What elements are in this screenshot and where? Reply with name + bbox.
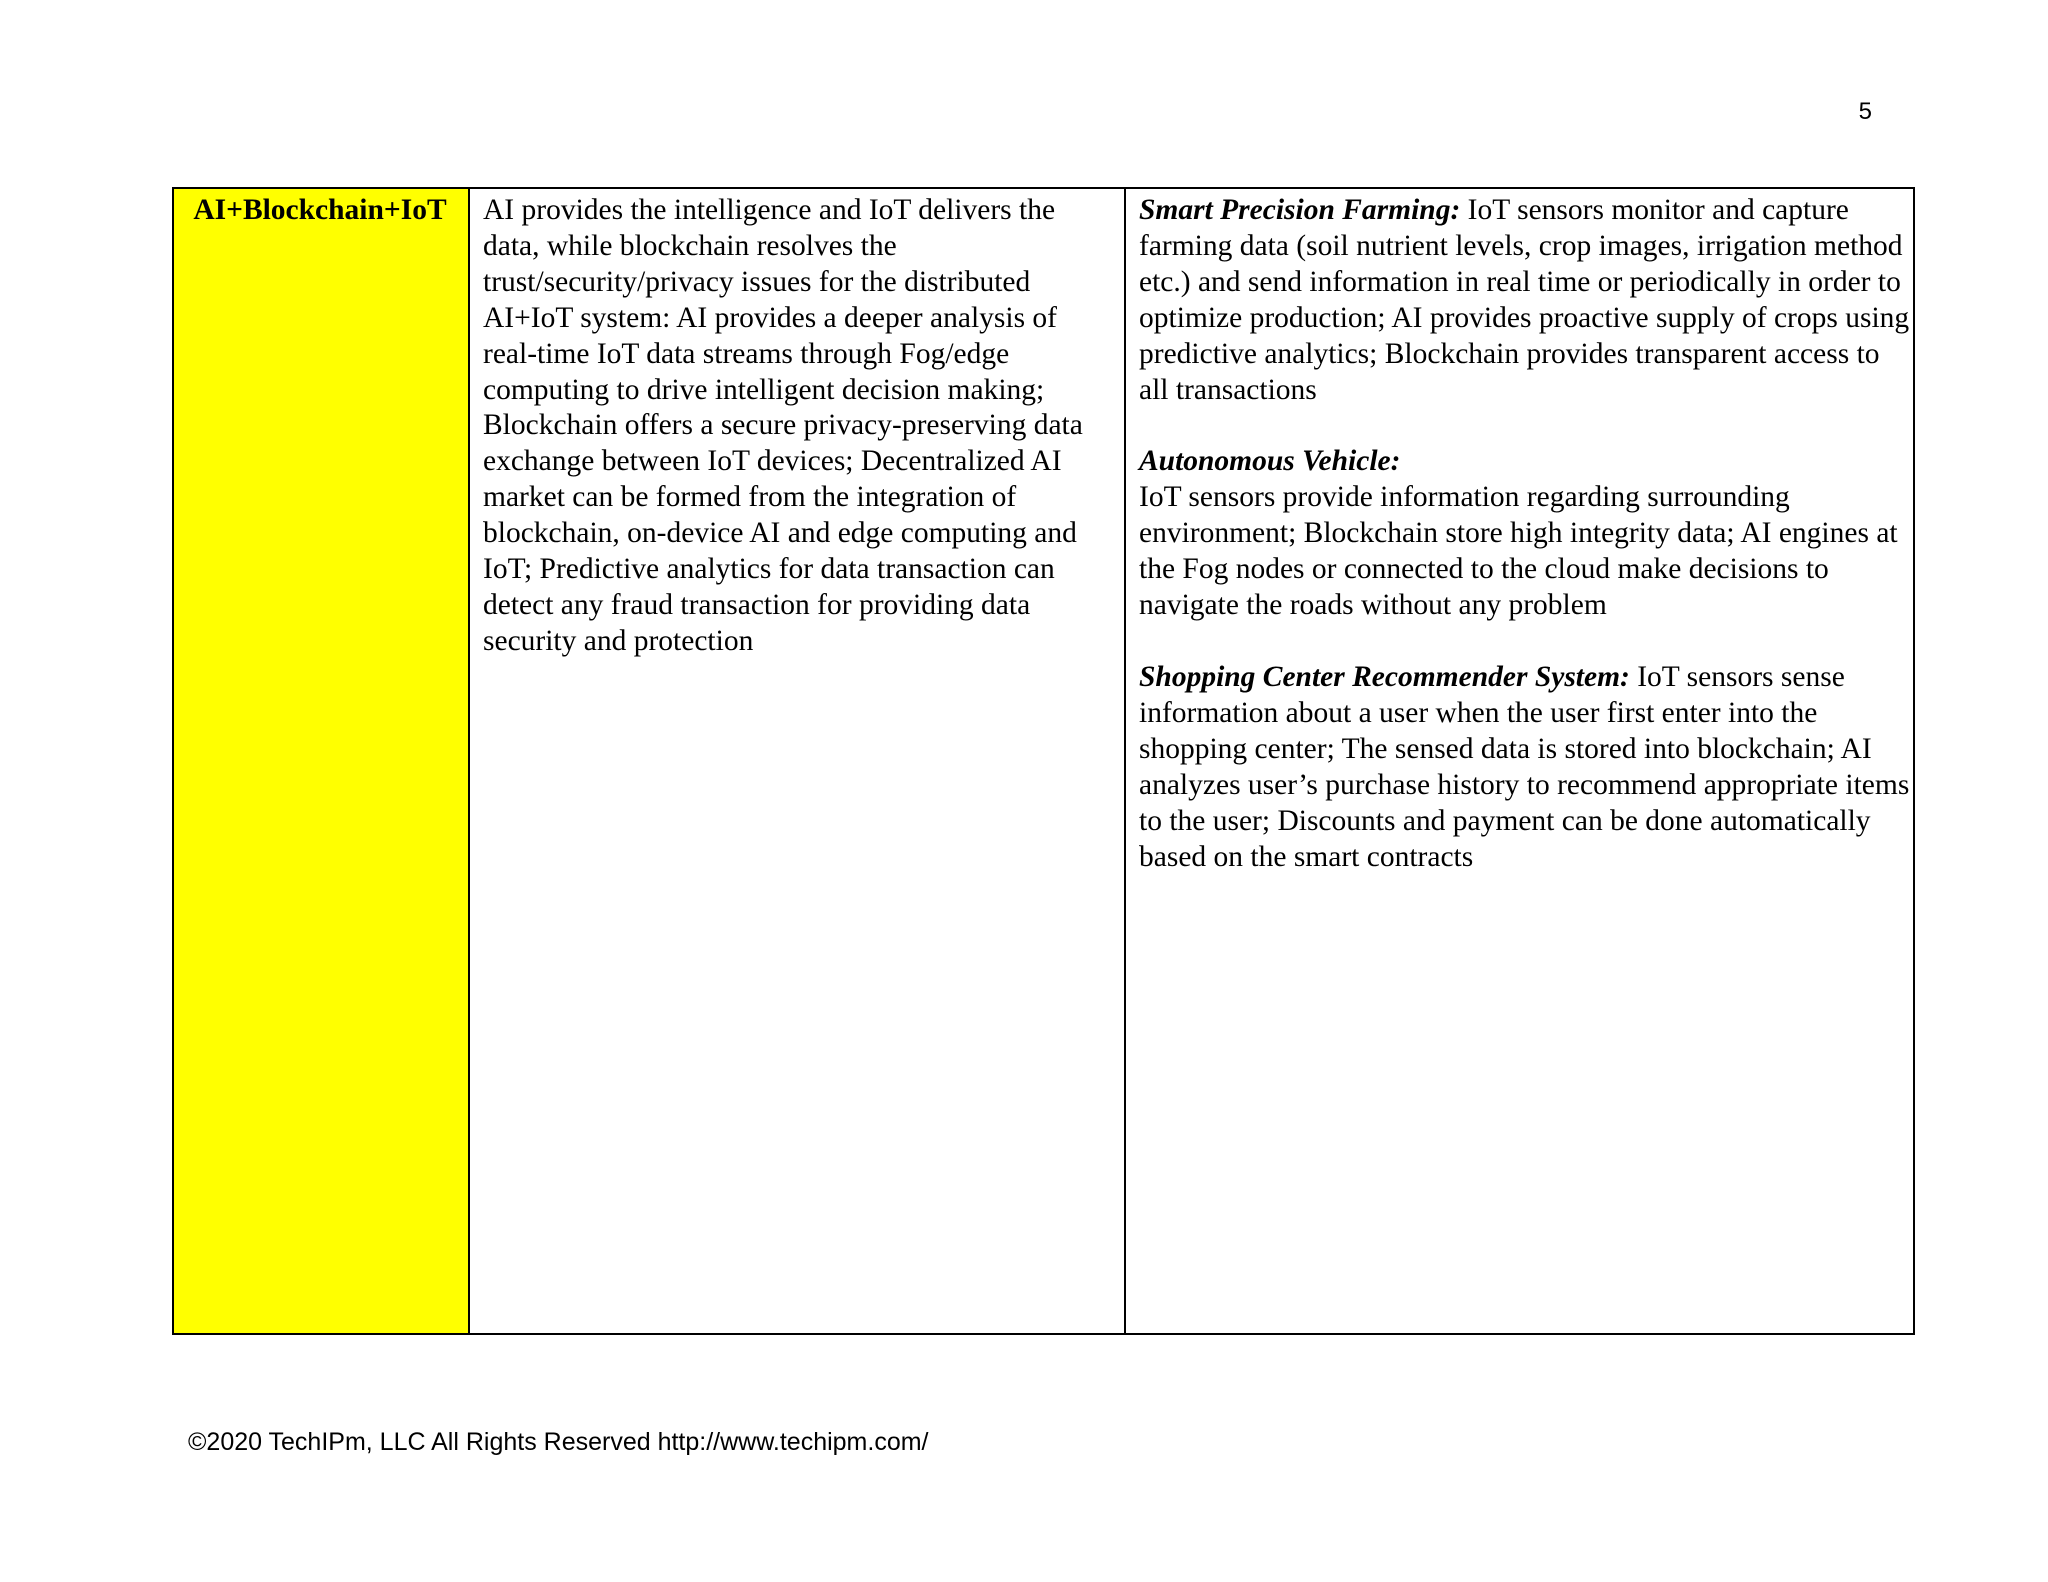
category-cell xyxy=(173,188,469,1334)
description-cell xyxy=(469,188,1125,1334)
example-body: IoT sensors sense information about a user when the user first enter into the shopping center; The sensed data is stored into blockchain; AI analyzes user’s purchase history to recommend appropriate items to the user; Discounts and payment can be done automatically based on the smart contracts xyxy=(1139,660,1910,873)
example-shopping-center-recommender xyxy=(1139,660,1913,875)
content-table xyxy=(172,187,1915,1335)
category-label: AI+Blockchain+IoT xyxy=(193,194,447,226)
page-number: 5 xyxy=(1858,98,1872,125)
example-title: Autonomous Vehicle: xyxy=(1139,445,1401,478)
example-autonomous-vehicle xyxy=(1139,444,1913,624)
copyright-footer: ©2020 TechIPm, LLC All Rights Reserved http://www.techipm.com/ xyxy=(188,1428,929,1456)
example-body: IoT sensors monitor and capture farming data (soil nutrient levels, crop images, irrigation method etc.) and send information in real time or periodically in order to optimize production; AI provides proactive supply of crops using predictive analytics; Blockchain provides transparent access to all transactions xyxy=(1139,194,1910,406)
table-row xyxy=(173,188,1914,1334)
example-smart-precision-farming xyxy=(1139,193,1913,408)
example-body: IoT sensors provide information regarding surrounding environment; Blockchain store high integrity data; AI engines at the Fog nodes or connected to the cloud make decisions to navigate the roads without any problem xyxy=(1139,481,1898,622)
example-title: Smart Precision Farming: xyxy=(1139,194,1461,226)
examples-cell xyxy=(1125,188,1914,1334)
example-title: Shopping Center Recommender System: xyxy=(1139,660,1630,693)
description-text: AI provides the intelligence and IoT delivers the data, while blockchain resolves the trust/security/privacy issues for the distributed AI+IoT system: AI provides a deeper analysis of real-time IoT data streams through Fog/edge computing to drive intelligent decision making; Blockchain offers a secure privacy-preserving data exchange between IoT devices; Decentralized AI market can be formed from the integration of blockchain, on-device AI and edge computing and IoT; Predictive analytics for data transaction can detect any fraud transaction for providing data security and protection xyxy=(483,194,1083,657)
